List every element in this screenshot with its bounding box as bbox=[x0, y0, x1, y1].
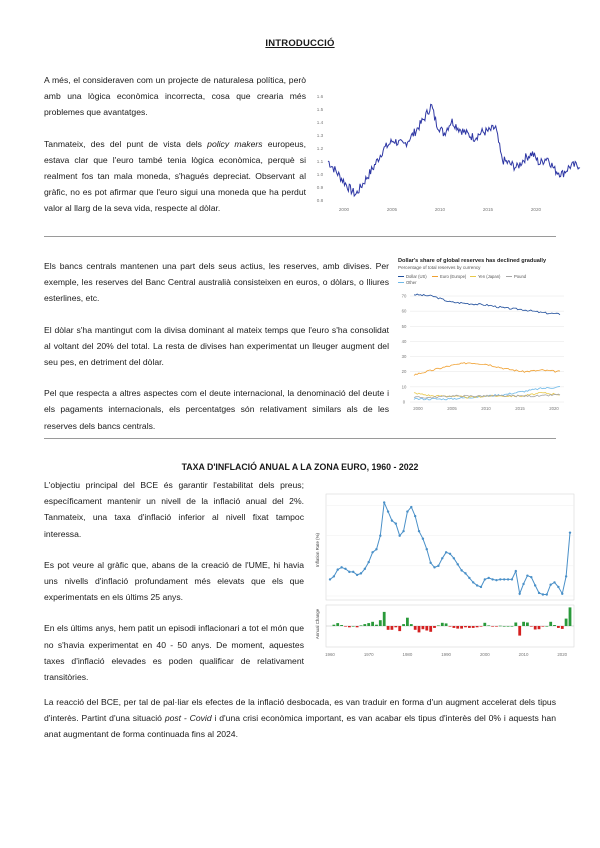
inflation-plot-frame bbox=[326, 494, 574, 600]
intro-paragraph-2: Tanmateix, des del punt de vista dels policy makers europeus, estava clar que l'euro també tenia lògica econòmica, perquè si realment fos tan mala moneda, s'hagués depreciat. Observant al gràfic, no es pot afirmar que l'euro sigui una moneda que ha perdut valor al llarg de la seva vida, respecte al dòlar. bbox=[44, 138, 306, 214]
annual-change-bar bbox=[449, 626, 452, 627]
annual-change-bar bbox=[367, 623, 370, 626]
inflation-point bbox=[453, 557, 455, 559]
inflation-x-tick: 1980 bbox=[402, 652, 413, 657]
inflation-point bbox=[391, 519, 393, 521]
inflation-point bbox=[426, 548, 428, 550]
inflation-point bbox=[429, 562, 431, 564]
annual-change-bar bbox=[453, 626, 456, 628]
annual-change-bar bbox=[456, 626, 459, 629]
inflation-point bbox=[565, 575, 567, 577]
reserves-y-axis bbox=[402, 294, 407, 405]
exchange-y-tick: 1.2 bbox=[316, 146, 324, 151]
inflation-point bbox=[352, 571, 354, 573]
annual-change-bar bbox=[360, 625, 363, 626]
annual-change-bar bbox=[394, 626, 397, 627]
inflation-point bbox=[344, 568, 346, 570]
reserves-chart bbox=[396, 254, 568, 414]
reserves-x-tick: 2020 bbox=[549, 406, 559, 411]
annual-change-bar bbox=[487, 625, 490, 626]
annual-change-bar bbox=[545, 626, 548, 627]
inflation-points bbox=[329, 501, 571, 595]
reserves-y-tick: 30 bbox=[401, 354, 407, 360]
annual-change-bar bbox=[425, 626, 428, 631]
annual-change-bar bbox=[557, 626, 560, 628]
inflation-point bbox=[364, 568, 366, 570]
post-covid-emphasis: post - Covid bbox=[164, 713, 212, 724]
inflation-point bbox=[538, 592, 540, 594]
annual-change-bar bbox=[522, 622, 525, 626]
inflation-point bbox=[383, 501, 385, 503]
annual-change-bar bbox=[336, 623, 339, 626]
inflation-point bbox=[484, 578, 486, 580]
exchange-x-tick: 2015 bbox=[482, 207, 494, 212]
reserves-y-tick: 0 bbox=[402, 399, 406, 405]
inflation-point bbox=[395, 522, 397, 524]
exchange-y-tick: 1.1 bbox=[316, 159, 324, 164]
annual-change-bar bbox=[569, 607, 572, 626]
annual-change-bar bbox=[344, 626, 347, 627]
annual-change-bar bbox=[526, 623, 529, 627]
exchange-y-tick: 0.8 bbox=[316, 198, 324, 203]
inflation-point bbox=[460, 569, 462, 571]
inflation-point bbox=[348, 571, 350, 573]
inflation-point bbox=[379, 534, 381, 536]
inflation-point bbox=[406, 510, 408, 512]
annual-change-bar bbox=[514, 623, 517, 627]
inflation-point bbox=[402, 530, 404, 532]
inflation-point bbox=[445, 551, 447, 553]
reserves-chart-title: Dollar's share of global reserves has declined gradually bbox=[398, 258, 547, 264]
change-y-label: Annual Change bbox=[315, 608, 320, 640]
inflation-point bbox=[337, 568, 339, 570]
inflation-paragraph-3: En els últims anys, hem patit un episodi inflacionari a tot el món que no s'havia experimentat en 40 - 50 anys. De moment, aquestes taxes d'inflació elevades es poden qualificar de relativament transitòries. bbox=[44, 623, 304, 683]
inflation-point bbox=[457, 563, 459, 565]
inflation-point bbox=[441, 557, 443, 559]
annual-change-bar bbox=[340, 625, 343, 626]
inflation-point bbox=[468, 577, 470, 579]
exchange-y-tick: 1.3 bbox=[316, 133, 324, 138]
inflation-point bbox=[522, 583, 524, 585]
reserves-chart-subtitle: Percentage of total reserves by currency bbox=[398, 265, 481, 270]
reserves-y-tick: 70 bbox=[401, 293, 407, 299]
annual-change-bar bbox=[549, 622, 552, 626]
annual-change-bar bbox=[402, 624, 405, 626]
annual-change-bar bbox=[468, 626, 471, 628]
annual-change-bar bbox=[553, 625, 556, 626]
annual-change-bar bbox=[472, 626, 475, 628]
inflation-point bbox=[375, 548, 377, 550]
exchange-y-tick: 0.9 bbox=[316, 185, 324, 190]
exchange-x-axis bbox=[339, 207, 542, 212]
inflation-point bbox=[526, 574, 528, 576]
annual-change-bar bbox=[406, 618, 409, 626]
page-title: INTRODUCCIÓ bbox=[265, 38, 335, 49]
inflation-point bbox=[546, 593, 548, 595]
reserves-legend-entry: Pound bbox=[514, 274, 527, 279]
reserves-legend-entry: Other bbox=[406, 280, 417, 285]
section-divider-1 bbox=[44, 236, 556, 237]
annual-change-bar bbox=[387, 626, 390, 630]
reserves-x-tick: 2000 bbox=[413, 406, 423, 411]
reserves-series-line bbox=[414, 294, 560, 315]
inflation-gridlines bbox=[326, 506, 574, 596]
annual-change-bar bbox=[414, 626, 417, 630]
inflation-paragraph-1: L'objectiu principal del BCE és garantir l'estabilitat dels preus; específicament mantenir un nivell de la inflació anual del 2%. Tanmateix, una taxa d'inflació inferior al nivell fixat tampoc interessa. bbox=[44, 480, 304, 539]
inflation-section-heading: TAXA D'INFLACIÓ ANUAL A LA ZONA EURO, 1960 - 2022 bbox=[181, 462, 419, 472]
annual-change-bar bbox=[464, 626, 467, 627]
reserves-series bbox=[414, 294, 560, 400]
annual-change-bar bbox=[379, 620, 382, 626]
inflation-point bbox=[488, 577, 490, 579]
inflation-point bbox=[476, 584, 478, 586]
annual-change-bar bbox=[538, 626, 541, 629]
intro-text-block bbox=[44, 72, 306, 217]
annual-change-bar bbox=[363, 624, 366, 626]
annual-change-bar bbox=[422, 626, 425, 629]
inflation-point bbox=[499, 578, 501, 580]
inflation-y-label: Inflation Rate (%) bbox=[315, 533, 320, 567]
inflation-point bbox=[569, 531, 571, 533]
exchange-rate-line bbox=[328, 104, 580, 196]
annual-change-bar bbox=[460, 626, 463, 629]
section-divider-2 bbox=[44, 438, 556, 439]
reserves-legend bbox=[398, 274, 527, 285]
exchange-y-tick: 1.4 bbox=[316, 120, 324, 125]
reserves-y-tick: 50 bbox=[401, 323, 407, 329]
inflation-point bbox=[503, 578, 505, 580]
annual-change-bar bbox=[518, 626, 521, 636]
annual-change-bar bbox=[561, 626, 564, 629]
inflation-point bbox=[542, 593, 544, 595]
intro-paragraph-1: A més, el consideraven com un projecte de naturalesa política, però amb una lògica econòmica incorrecta, cosa que crearia més problemes que avantatges. bbox=[44, 75, 306, 118]
inflation-point bbox=[437, 565, 439, 567]
inflation-point bbox=[371, 551, 373, 553]
inflation-point bbox=[507, 578, 509, 580]
annual-change-bar bbox=[445, 623, 448, 626]
exchange-x-tick: 2020 bbox=[530, 207, 542, 212]
annual-change-bar bbox=[352, 626, 355, 627]
inflation-point bbox=[398, 534, 400, 536]
reserves-legend-entry: Yen (Japan) bbox=[478, 274, 501, 279]
policy-makers-emphasis: policy makers bbox=[207, 138, 263, 149]
inflation-point bbox=[449, 553, 451, 555]
annual-change-bar bbox=[371, 622, 374, 626]
reserves-x-tick: 2005 bbox=[447, 406, 457, 411]
exchange-y-axis bbox=[317, 94, 324, 203]
inflation-x-tick: 2010 bbox=[518, 652, 529, 657]
annual-change-bar bbox=[418, 626, 421, 632]
inflation-point bbox=[553, 581, 555, 583]
annual-change-bar bbox=[383, 612, 386, 626]
exchange-x-tick: 2000 bbox=[338, 207, 350, 212]
reserves-y-tick: 40 bbox=[401, 338, 407, 344]
annual-change-bar bbox=[499, 626, 502, 627]
inflation-x-tick: 1970 bbox=[363, 652, 374, 657]
reserves-series-line bbox=[414, 363, 560, 376]
reserves-x-axis bbox=[413, 406, 559, 411]
reserves-y-tick: 60 bbox=[401, 308, 407, 314]
inflation-x-axis bbox=[325, 652, 568, 657]
inflation-point bbox=[495, 579, 497, 581]
ecb-reaction-paragraph: La reacció del BCE, per tal de pal·liar els efectes de la inflació desbocada, es van traduir en forma d'un augment accelerat dels tipus d'interès. Partint d'una situació post - Covid i d'una crisi econòmica important, es van acabar els tipus d'interès del 0% i aquests han anat augmentant de forma continuada fins al 2024. bbox=[44, 697, 556, 740]
inflation-point bbox=[414, 515, 416, 517]
annual-change-bar bbox=[433, 626, 436, 628]
inflation-point bbox=[534, 584, 536, 586]
inflation-point bbox=[410, 506, 412, 508]
inflation-x-tick: 1990 bbox=[441, 652, 452, 657]
inflation-point bbox=[530, 576, 532, 578]
reserves-paragraph-3: Pel que respecta a altres aspectes com el deute internacional, la denominació del deute i els pagaments internacionals, els percentatges són relativament similars als de les reserves dels bancs centrals. bbox=[44, 388, 389, 431]
reserves-legend-entry: Euro (Europe) bbox=[440, 274, 467, 279]
inflation-x-tick: 2000 bbox=[479, 652, 490, 657]
annual-change-bar bbox=[356, 626, 359, 627]
exchange-x-tick: 2010 bbox=[434, 207, 446, 212]
annual-change-bar bbox=[333, 625, 336, 626]
inflation-x-tick: 1960 bbox=[325, 652, 335, 657]
inflation-point bbox=[333, 575, 335, 577]
reserves-paragraph-2: El dòlar s'ha mantingut com la divisa dominant al mateix temps que l'euro s'ha consolidat al voltant del 20% del total. La resta de divises han experimentat un lleuger augment del seu pes, en detriment del dòlar. bbox=[44, 324, 389, 368]
inflation-point bbox=[561, 593, 563, 595]
reserves-paragraph-1: Els bancs centrals mantenen una part dels seus actius, les reserves, amb divises. Per exemple, les reserves del Banc Central australià consisteixen en euros, o dòlars, o lliures esterlines, etc. bbox=[44, 261, 389, 304]
inflation-point bbox=[422, 538, 424, 540]
annual-change-bar bbox=[375, 625, 378, 626]
inflation-point bbox=[464, 572, 466, 574]
inflation-point bbox=[418, 530, 420, 532]
inflation-point bbox=[368, 561, 370, 563]
inflation-line bbox=[330, 503, 570, 595]
annual-change-bars bbox=[333, 607, 572, 635]
annual-change-bar bbox=[410, 624, 413, 626]
inflation-paragraph-2: Es pot veure al gràfic que, abans de la creació de l'UME, hi havia uns nivells d'inflació profundament més elevats que els que experimentats en els últims 25 anys. bbox=[44, 559, 304, 603]
reserves-x-tick: 2015 bbox=[515, 406, 525, 411]
annual-change-bar bbox=[480, 626, 483, 627]
annual-change-bar bbox=[491, 626, 494, 627]
reserves-text-block bbox=[44, 258, 389, 434]
annual-change-bar bbox=[511, 626, 514, 627]
inflation-point bbox=[360, 572, 362, 574]
reserves-legend-entry: Dollar (US) bbox=[406, 274, 427, 279]
inflation-point bbox=[491, 578, 493, 580]
exchange-y-tick: 1.0 bbox=[316, 172, 324, 177]
ecb-reaction-text-block bbox=[44, 694, 556, 743]
inflation-point bbox=[515, 570, 517, 572]
inflation-point bbox=[511, 578, 513, 580]
inflation-x-tick: 2020 bbox=[557, 652, 568, 657]
inflation-point bbox=[557, 586, 559, 588]
annual-change-bar bbox=[441, 623, 444, 626]
exchange-x-tick: 2005 bbox=[386, 207, 398, 212]
inflation-chart bbox=[310, 492, 580, 660]
annual-change-bar bbox=[542, 626, 545, 627]
annual-change-bar bbox=[565, 619, 568, 626]
exchange-rate-chart bbox=[310, 86, 586, 216]
inflation-point bbox=[472, 581, 474, 583]
reserves-x-tick: 2010 bbox=[481, 406, 491, 411]
reserves-y-tick: 20 bbox=[401, 369, 407, 375]
inflation-text-block bbox=[44, 477, 304, 685]
inflation-point bbox=[433, 566, 435, 568]
annual-change-bar bbox=[476, 626, 479, 627]
annual-change-bar bbox=[495, 626, 498, 627]
annual-change-bar bbox=[503, 626, 506, 627]
annual-change-bar bbox=[437, 625, 440, 626]
annual-change-bar bbox=[534, 626, 537, 630]
annual-change-bar bbox=[483, 623, 486, 626]
reserves-y-tick: 10 bbox=[401, 384, 407, 390]
annual-change-bar bbox=[530, 626, 533, 627]
inflation-point bbox=[356, 574, 358, 576]
exchange-y-tick: 1.6 bbox=[316, 94, 324, 99]
inflation-point bbox=[480, 586, 482, 588]
inflation-point bbox=[340, 566, 342, 568]
annual-change-bar bbox=[507, 626, 510, 627]
inflation-point bbox=[549, 583, 551, 585]
inflation-point bbox=[329, 578, 331, 580]
exchange-y-tick: 1.5 bbox=[316, 107, 324, 112]
annual-change-bar bbox=[391, 626, 394, 630]
inflation-point bbox=[387, 510, 389, 512]
annual-change-bar bbox=[429, 626, 432, 632]
annual-change-bar bbox=[398, 626, 401, 631]
inflation-point bbox=[518, 593, 520, 595]
annual-change-bar bbox=[348, 626, 351, 627]
